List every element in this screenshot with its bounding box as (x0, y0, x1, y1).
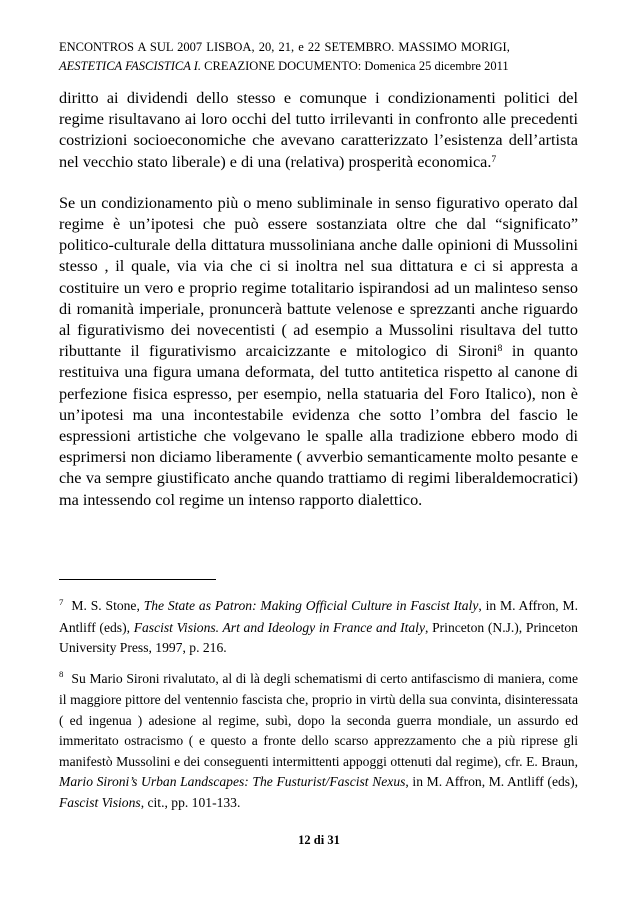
header-work-title: AESTETICA FASCISTICA I. (59, 59, 202, 73)
footnote-ref-7[interactable]: 7 (491, 153, 497, 165)
header-doc-info: CREAZIONE DOCUMENTO: Domenica 25 dicembre 2011 (201, 59, 509, 73)
footnote-7-title: The State as Patron: Making Official Culture in Fascist Italy (143, 598, 479, 613)
footnote-8-text-c: , cit., pp. 101-133. (140, 794, 241, 810)
footnote-8-text: Su Mario Sironi rivalutato, al di là degli schematismi di certo antifascismo di maniera, come il maggiore pittore del ventennio fascista che, proprio in virtù della sua convinta, disinteressata ( ed ingenua ) adesione al regime, subì, dopo la seconda guerra mondiale, un assurdo ed immeritato ostracismo ( e questo a fronte dello scarso apprezzamento che a più riprese gli manifestò Mussolini e dei conseguenti intermittenti appoggi ottenuti dal regime), cfr. E. Braun, (59, 670, 578, 769)
main-text (59, 88, 578, 511)
footnote-separator (59, 579, 216, 580)
paragraph-2-text-b: in quanto restituiva una figura umana deformata, del tutto antitetica rispetto al canone di perfezione fisica espresso, per esempio, nella statuaria del Foro Italico), non è un’ipotesi ma una incontestabile evidenza che sotto l’ombra del fascio le espressioni artistiche che volgevano le spalle alla tradizione ebbero modo di esprimersi non diciamo liberamente ( avverbio semanticamente molto pesante e che va sempre giustificato anche quando trattiamo di regimi liberaldemocratici) ma intessendo col regime un intenso rapporto dialettico. (59, 342, 578, 509)
footnote-7-text: M. S. Stone, (71, 598, 144, 613)
paragraph-1-text: diritto ai dividendi dello stesso e comunque i condizionamenti politici del regime risultavano ai loro occhi del tutto irrilevanti in confronto alle precedenti costrizioni socioeconomiche che avevano caratterizzato l’esistenza dell’artista nel vecchio stato liberale) e di una (relativa) prosperità economica. (59, 89, 578, 171)
footnote-8-title-2: Fascist Visions (59, 794, 141, 810)
page-number: 12 di 31 (298, 833, 340, 847)
footnotes (59, 596, 578, 813)
paragraph-1 (59, 88, 578, 173)
footnote-8-text-b: , in M. Affron, M. Antliff (eds), (405, 774, 578, 789)
paragraph-2-text-a: Se un condizionamento più o meno subliminale in senso figurativo operato dal regime è un’ipotesi che può essere sostanziata oltre che dal “significato” politico-culturale della dittatura mussoliniana anche dalle opinioni di Mussolini stesso , il quale, via via che ci si inoltra nel sua dittatura e ci si appresta a costituire un vero e proprio regime totalitario ispirandosi ad un malinteso senso di romanità imperiale, pronuncerà battute velenose e sprezzanti anche riguardo al figurativismo dei novecentisti ( ad esempio a Mussolini risultava del tutto ributtante il figurativismo arcaicizzante e mitologico di Sironi (59, 193, 578, 361)
footnote-8 (59, 669, 578, 814)
header-line-1: ENCONTROS A SUL 2007 LISBOA, 20, 21, e 22 SETEMBRO. MASSIMO MORIGI, (59, 40, 510, 54)
footnote-7 (59, 596, 578, 659)
footnote-8-title: Mario Sironi’s Urban Landscapes: The Fusturist/Fascist Nexus (59, 774, 406, 789)
footnote-7-text-c: , Princeton (N.J.), Princeton University Press, 1997, p. 216. (59, 619, 578, 655)
footnote-8-mark: 8 (59, 669, 64, 680)
footnote-7-mark: 7 (59, 596, 64, 607)
footnote-ref-8[interactable]: 8 (497, 343, 503, 355)
header-line-2 (59, 57, 579, 76)
footnote-7-title-2: Fascist Visions. Art and Ideology in France and Italy (133, 619, 425, 635)
running-header (59, 38, 579, 76)
paragraph-2 (59, 193, 578, 511)
footnote-7-text-b: , in M. Affron, M. Antliff (eds), (59, 598, 578, 635)
